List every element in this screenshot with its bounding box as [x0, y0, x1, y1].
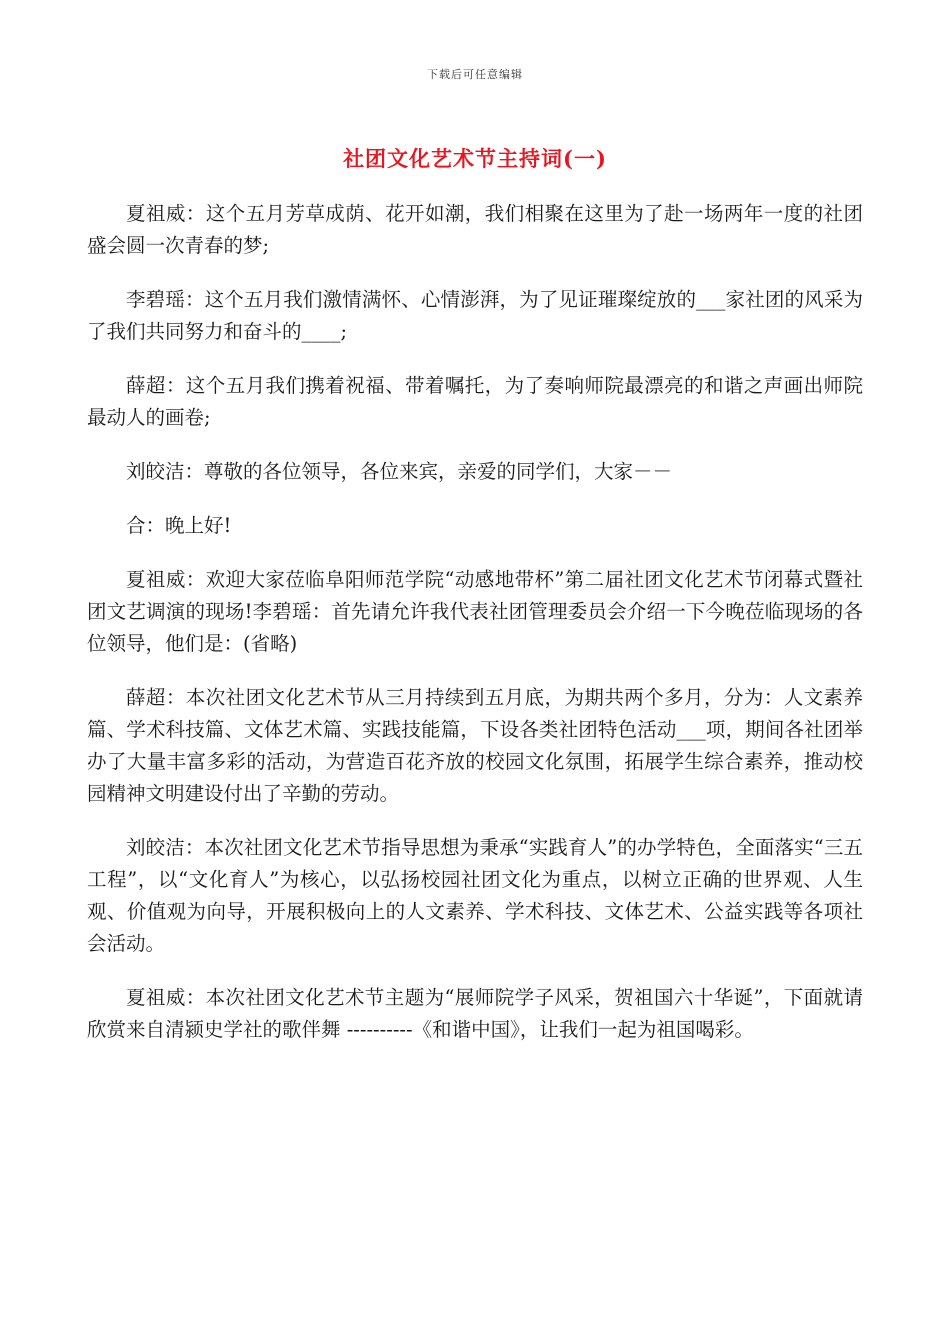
- paragraph-9: 夏祖威：本次社团文化艺术节主题为“展师院学子风采，贺祖国六十华诞”，下面就请欣赏来自清颍史学社的歌伴舞 ----------《和谐中国》，让我们一起为祖国喝彩。: [87, 986, 863, 1041]
- paragraph-1: 夏祖威：这个五月芳草成荫、花开如潮，我们相聚在这里为了赴一场两年一度的社团盛会圆一次青春的梦;: [87, 202, 863, 257]
- paragraph-8: 刘皎洁：本次社团文化艺术节指导思想为秉承“实践育人”的办学特色，全面落实“三五工程”，以“文化育人”为核心，以弘扬校园社团文化为重点，以树立正确的世界观、人生观、价值观为向导，开展积极向上的人文素养、学术科技、文体艺术、公益实践等各项社会活动。: [87, 836, 863, 955]
- paragraph-2: 李碧瑶：这个五月我们激情满怀、心情澎湃，为了见证璀璨绽放的___家社团的风采为了我们共同努力和奋斗的____;: [87, 288, 863, 343]
- paragraph-5: 合：晚上好!: [126, 514, 232, 537]
- document-body: [87, 198, 863, 1068]
- paragraph-4: 刘皎洁：尊敬的各位领导，各位来宾，亲爱的同学们，大家－－: [126, 460, 673, 483]
- header-note: 下载后可任意编辑: [427, 68, 523, 81]
- document-title: 社团文化艺术节主持词(一): [343, 146, 607, 171]
- paragraph-3: 薛超：这个五月我们携着祝福、带着嘱托，为了奏响师院最漂亮的和谐之声画出师院最动人的画卷;: [87, 374, 863, 429]
- paragraph-6: 夏祖威：欢迎大家莅临阜阳师范学院“动感地带杯”第二届社团文化艺术节闭幕式暨社团文艺调演的现场!李碧瑶：首先请允许我代表社团管理委员会介绍一下今晚莅临现场的各位领导，他们是：(省略): [87, 568, 863, 655]
- paragraph-7: 薛超：本次社团文化艺术节从三月持续到五月底，为期共两个多月，分为：人文素养篇、学术科技篇、文体艺术篇、实践技能篇，下设各类社团特色活动___项，期间各社团举办了大量丰富多彩的活动，为营造百花齐放的校园文化氛围，拓展学生综合素养，推动校园精神文明建设付出了辛勤的劳动。: [87, 686, 863, 805]
